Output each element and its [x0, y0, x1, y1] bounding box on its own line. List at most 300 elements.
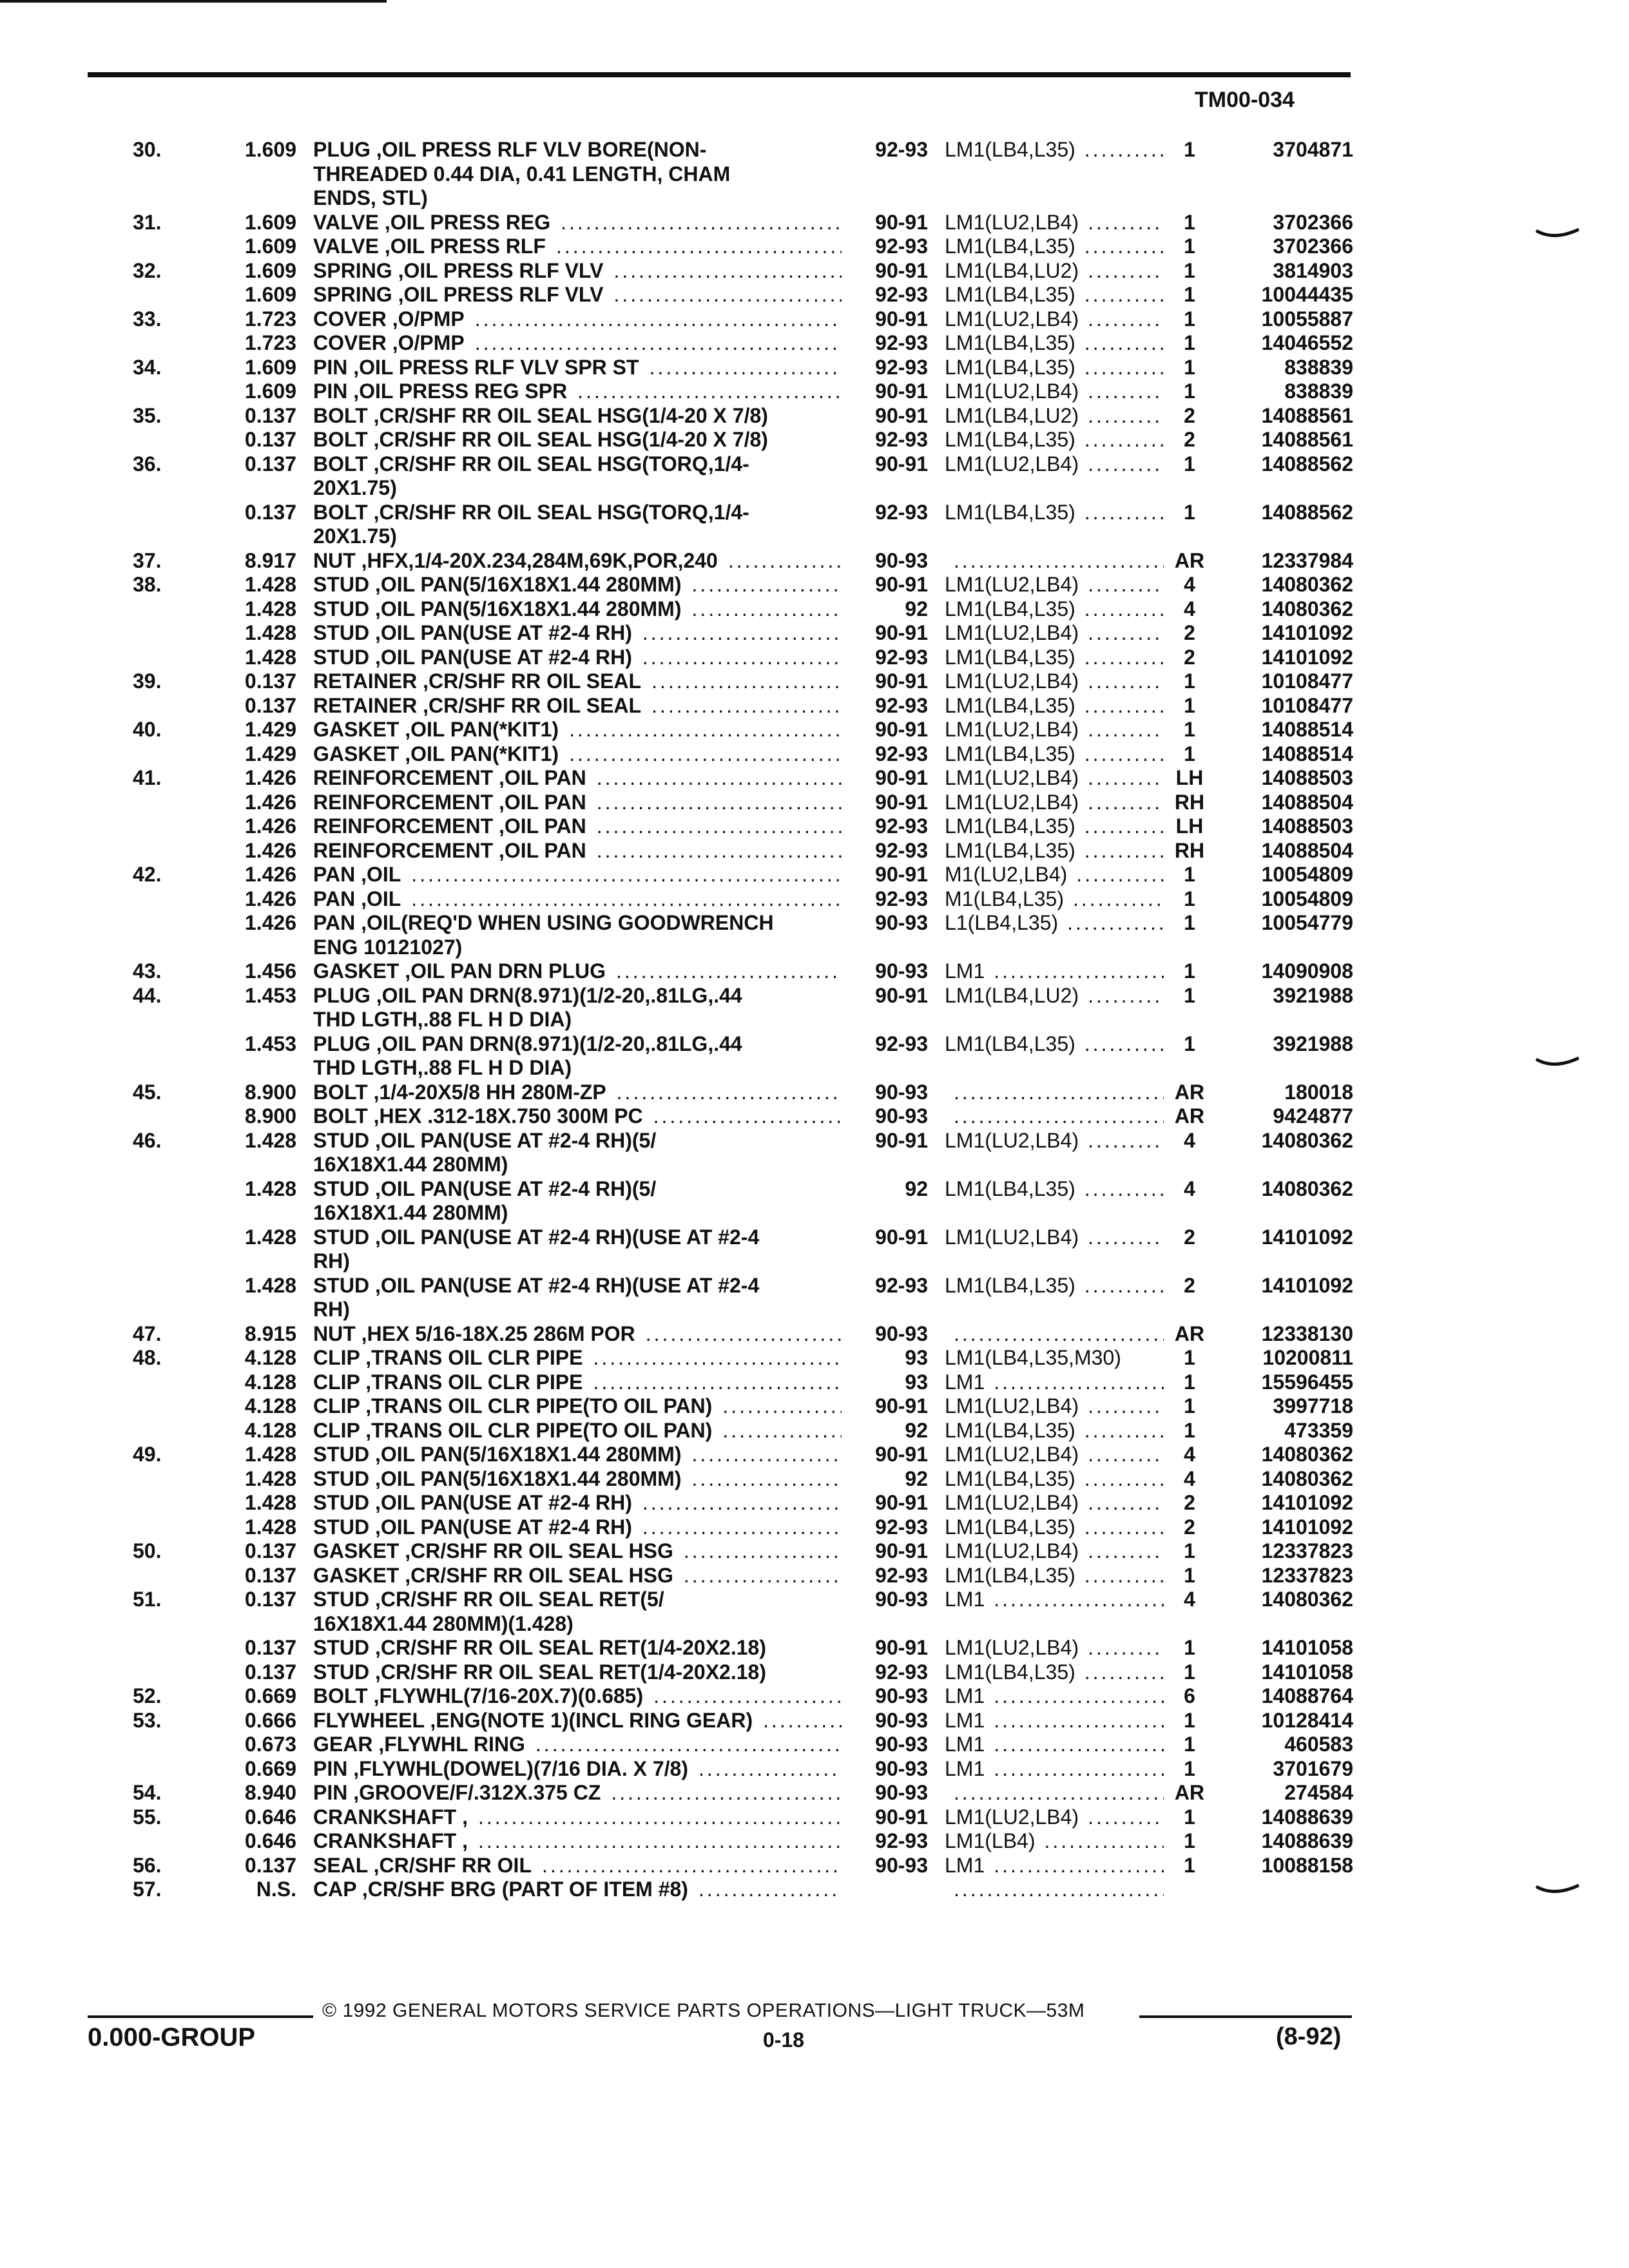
table-row [0, 1032, 1629, 1057]
dot-leader [712, 1394, 842, 1419]
quantity: RH [1174, 790, 1205, 814]
dot-leader [401, 863, 842, 887]
model-code: LM1(LU2,LB4) [945, 1636, 1079, 1659]
model-years: 90-91 [875, 1636, 928, 1659]
item-number: 56. [133, 1853, 162, 1877]
model-years: 92-93 [875, 645, 928, 669]
part-description [313, 380, 842, 404]
part-number: 14101092 [1261, 1515, 1353, 1539]
part-name: CLIP ,TRANS OIL CLR PIPE(TO OIL PAN) [313, 1394, 713, 1418]
model-usage [945, 766, 1164, 791]
model-code: M1(LU2,LB4) [945, 863, 1068, 886]
model-code: LM1 [945, 1370, 985, 1394]
model-usage [945, 356, 1164, 380]
model-years: 90-91 [875, 210, 928, 234]
quantity: 1 [1184, 1370, 1195, 1394]
part-description [313, 1322, 842, 1347]
model-years: 93 [905, 1370, 928, 1394]
part-name: STUD ,OIL PAN(USE AT #2-4 RH)(5/ [313, 1177, 657, 1200]
item-number: 57. [133, 1878, 162, 1901]
table-row [0, 1515, 1629, 1540]
model-usage [945, 1322, 1164, 1347]
table-row [0, 887, 1629, 912]
group-number: 1.609 [244, 138, 296, 161]
part-name: STUD ,OIL PAN(USE AT #2-4 RH)(5/ [313, 1128, 657, 1152]
dot-leader [465, 307, 842, 332]
group-number: 1.609 [244, 258, 296, 282]
table-row [0, 984, 1629, 1008]
model-code: LM1(LB4,L35) [945, 138, 1075, 161]
model-usage [945, 1757, 1164, 1782]
quantity: 1 [1184, 1563, 1195, 1587]
dot-leader [1075, 597, 1164, 622]
dot-leader [1079, 211, 1164, 235]
table-row [0, 1805, 1629, 1830]
group-number: 0.137 [244, 669, 296, 693]
part-name: CRANKSHAFT , [313, 1829, 468, 1852]
model-years: 92-93 [875, 1563, 928, 1587]
table-row [0, 1274, 1629, 1298]
dot-leader [673, 1539, 842, 1564]
dot-leader [567, 380, 842, 404]
group-number: 0.646 [244, 1805, 296, 1829]
part-description [313, 621, 842, 646]
quantity: 1 [1184, 1394, 1195, 1418]
part-description [313, 1588, 842, 1612]
group-number: 1.723 [244, 331, 296, 354]
model-code: LM1 [945, 1733, 985, 1756]
group-number: 1.428 [244, 621, 296, 644]
group-number: N.S. [256, 1878, 296, 1901]
part-description [313, 766, 842, 791]
part-description [313, 501, 842, 525]
group-label: 0.000-GROUP [88, 2023, 256, 2052]
model-code: LM1(LB4,L35) [945, 1563, 1075, 1587]
model-years: 90-93 [875, 1708, 928, 1732]
table-row [0, 259, 1629, 284]
quantity: 1 [1184, 380, 1195, 403]
group-number: 1.426 [244, 887, 296, 910]
group-number: 0.137 [244, 500, 296, 524]
quantity: 1 [1184, 718, 1195, 741]
dot-leader [1075, 1177, 1164, 1202]
header-rule [88, 72, 1351, 77]
part-name: SPRING ,OIL PRESS RLF VLV [313, 283, 604, 306]
model-years: 90-91 [875, 403, 928, 427]
quantity: 2 [1184, 645, 1195, 669]
group-number: 0.137 [244, 1588, 296, 1611]
dot-leader [632, 1515, 842, 1540]
part-number: 14088503 [1261, 814, 1353, 838]
item-number: 45. [133, 1080, 162, 1104]
model-usage [945, 573, 1164, 597]
model-code: LM1 [945, 1853, 985, 1877]
model-years: 90-91 [875, 573, 928, 596]
part-number: 14088562 [1261, 500, 1353, 524]
part-description [313, 1636, 842, 1660]
dot-leader [1064, 887, 1164, 912]
group-number: 0.669 [244, 1756, 296, 1780]
part-number: 14080362 [1261, 1588, 1353, 1611]
model-usage [945, 621, 1164, 646]
part-number: 10200811 [1262, 1346, 1353, 1369]
part-number: 3814903 [1273, 258, 1353, 282]
dot-leader [632, 621, 842, 646]
model-code: LM1(LB4,L35) [945, 1515, 1075, 1539]
model-code: LM1(LB4,L35) [945, 1418, 1075, 1442]
table-row [0, 1394, 1629, 1419]
dot-leader [1075, 235, 1164, 259]
table-row [0, 404, 1629, 428]
part-description [313, 694, 842, 718]
part-name: THD LGTH,.88 FL H D DIA) [313, 1056, 572, 1079]
part-description [313, 549, 842, 573]
model-usage [945, 549, 1164, 573]
dot-leader [1075, 501, 1164, 525]
part-name: PIN ,GROOVE/F/.312X.375 CZ [313, 1781, 601, 1804]
model-code: LM1(LB4,L35) [945, 500, 1075, 524]
table-row [0, 814, 1629, 839]
model-usage [945, 959, 1164, 984]
top-left-rule [0, 0, 387, 3]
model-years: 92-93 [875, 428, 928, 451]
table-row [0, 235, 1629, 259]
part-number: 10055887 [1261, 307, 1353, 331]
model-years: 92-93 [875, 1829, 928, 1852]
part-name: CRANKSHAFT , [313, 1805, 468, 1829]
part-name: REINFORCEMENT ,OIL PAN [313, 814, 586, 838]
part-name: RETAINER ,CR/SHF RR OIL SEAL [313, 669, 642, 693]
table-row [0, 1419, 1629, 1443]
model-usage [945, 984, 1164, 1008]
group-number: 8.917 [244, 548, 296, 572]
item-number: 55. [133, 1805, 162, 1829]
model-code: LM1(LU2,LB4) [945, 307, 1079, 331]
table-row [0, 1854, 1629, 1878]
part-description [313, 259, 842, 284]
group-number: 8.900 [244, 1104, 296, 1128]
dot-leader [465, 331, 842, 356]
dot-leader [985, 1709, 1164, 1733]
model-years: 90-91 [875, 1128, 928, 1152]
dot-leader [985, 1733, 1164, 1757]
quantity: 1 [1184, 355, 1195, 379]
model-usage [945, 1805, 1164, 1830]
part-number: 14080362 [1261, 1177, 1353, 1200]
model-years: 90-91 [875, 766, 928, 789]
group-number: 0.646 [244, 1829, 296, 1852]
group-number: 0.137 [244, 428, 296, 451]
table-row [0, 839, 1629, 863]
model-code: LM1 [945, 959, 985, 983]
part-number: 460583 [1284, 1733, 1353, 1756]
part-description [313, 936, 842, 960]
part-number: 12338130 [1261, 1321, 1353, 1345]
model-usage [945, 1346, 1164, 1370]
model-usage [945, 1878, 1164, 1902]
part-number: 12337823 [1261, 1539, 1353, 1562]
group-number: 0.666 [244, 1708, 296, 1732]
part-name: BOLT ,FLYWHL(7/16-20X.7)(0.685) [313, 1684, 644, 1707]
quantity: 1 [1184, 863, 1195, 886]
part-name: CLIP ,TRANS OIL CLR PIPE [313, 1346, 583, 1369]
part-description [313, 1781, 842, 1805]
dot-leader [1079, 307, 1164, 332]
model-usage [945, 452, 1164, 477]
model-code: LM1(LB4,L35) [945, 838, 1075, 862]
dot-leader [1079, 404, 1164, 428]
model-code: LM1(LU2,LB4) [945, 766, 1079, 789]
part-number: 14080362 [1261, 573, 1353, 596]
model-years: 92-93 [875, 1515, 928, 1539]
group-number: 0.137 [244, 1636, 296, 1659]
dot-leader [643, 1684, 842, 1709]
part-name: STUD ,OIL PAN(5/16X18X1.44 280MM) [313, 1443, 682, 1466]
dot-leader [945, 549, 1164, 573]
part-name: VALVE ,OIL PRESS RLF [313, 235, 546, 258]
part-description [313, 742, 842, 767]
part-description [313, 1878, 842, 1902]
parts-list [0, 138, 1629, 1902]
part-description [313, 669, 842, 694]
part-name: GASKET ,OIL PAN(*KIT1) [313, 718, 559, 741]
part-description [313, 235, 842, 259]
quantity: 1 [1184, 983, 1195, 1007]
model-usage [945, 1443, 1164, 1467]
model-usage [945, 1588, 1164, 1612]
model-usage [945, 742, 1164, 767]
model-code: LM1(LU2,LB4) [945, 573, 1079, 596]
part-description [313, 211, 842, 235]
group-number: 1.428 [244, 1273, 296, 1297]
part-name: COVER ,O/PMP [313, 307, 465, 331]
table-row [0, 1129, 1629, 1153]
footer-rule-left [88, 2015, 313, 2018]
table-row [0, 380, 1629, 404]
dot-leader [945, 1081, 1164, 1105]
dot-leader [583, 1346, 842, 1370]
part-name: CLIP ,TRANS OIL CLR PIPE(TO OIL PAN) [313, 1418, 713, 1442]
group-number: 0.669 [244, 1684, 296, 1707]
model-years: 90-93 [875, 1733, 928, 1756]
part-name: NUT ,HEX 5/16-18X.25 286M POR [313, 1321, 635, 1345]
model-usage [945, 1394, 1164, 1419]
model-usage [945, 863, 1164, 887]
part-number: 14088504 [1261, 790, 1353, 814]
group-number: 1.428 [244, 597, 296, 620]
part-number: 10044435 [1261, 283, 1353, 306]
part-name: RH) [313, 1249, 350, 1273]
group-number: 1.428 [244, 573, 296, 596]
item-number: 54. [133, 1781, 162, 1804]
table-row [0, 356, 1629, 380]
part-name: PAN ,OIL(REQ'D WHEN USING GOODWRENCH [313, 911, 774, 934]
dot-leader [586, 766, 842, 791]
part-number: 14080362 [1261, 1128, 1353, 1152]
model-code: LM1(LU2,LB4) [945, 1225, 1079, 1249]
dot-leader [1075, 1467, 1164, 1492]
part-description [313, 138, 842, 162]
part-name: PLUG ,OIL PAN DRN(8.971)(1/2-20,.81LG,.44 [313, 1032, 742, 1055]
dot-leader [1075, 1419, 1164, 1443]
group-number: 4.128 [244, 1346, 296, 1369]
dot-leader [632, 1491, 842, 1515]
model-years: 90-91 [875, 621, 928, 644]
item-number: 39. [133, 669, 162, 693]
part-description [313, 1032, 842, 1057]
model-code: LM1(LU2,LB4) [945, 1539, 1079, 1562]
dot-leader [1079, 984, 1164, 1008]
part-description [313, 573, 842, 597]
table-row [0, 1056, 1629, 1081]
group-number: 4.128 [244, 1418, 296, 1442]
part-description [313, 1008, 842, 1032]
dot-leader [681, 573, 842, 597]
table-row [0, 307, 1629, 332]
table-row [0, 1588, 1629, 1612]
group-number: 1.429 [244, 742, 296, 765]
group-number: 1.426 [244, 790, 296, 814]
table-row [0, 476, 1629, 501]
table-row [0, 524, 1629, 549]
quantity: 2 [1184, 403, 1195, 427]
table-row [0, 621, 1629, 646]
part-name: STUD ,OIL PAN(USE AT #2-4 RH) [313, 645, 632, 669]
dot-leader [1075, 283, 1164, 307]
part-description [313, 524, 842, 549]
model-code: L1(LB4,L35) [945, 911, 1059, 934]
quantity: 1 [1184, 1805, 1195, 1829]
table-row [0, 549, 1629, 573]
part-description [313, 1684, 842, 1709]
group-number: 8.900 [244, 1080, 296, 1104]
table-row [0, 936, 1629, 960]
group-number: 1.428 [244, 645, 296, 669]
part-description [313, 887, 842, 912]
part-number: 14046552 [1261, 331, 1353, 354]
model-years: 90-91 [875, 983, 928, 1007]
item-number: 48. [133, 1346, 162, 1369]
table-row [0, 1225, 1629, 1250]
part-description [313, 1539, 842, 1564]
model-code: LM1 [945, 1708, 985, 1732]
model-years: 92-93 [875, 235, 928, 258]
part-description [313, 597, 842, 622]
dot-leader [1075, 331, 1164, 356]
model-years: 92-93 [875, 1032, 928, 1055]
dot-leader [1075, 814, 1164, 839]
dot-leader [1079, 452, 1164, 477]
part-description [313, 646, 842, 670]
quantity: 4 [1184, 1466, 1195, 1490]
dot-leader [635, 1322, 842, 1347]
part-name: PLUG ,OIL PRESS RLF VLV BORE(NON- [313, 138, 707, 161]
model-usage [945, 259, 1164, 284]
quantity: RH [1174, 838, 1205, 862]
dot-leader [632, 646, 842, 670]
part-number: 3701679 [1273, 1756, 1353, 1780]
part-number: 14101058 [1261, 1636, 1353, 1659]
model-code: LM1(LB4,L35) [945, 742, 1075, 765]
table-row [0, 138, 1629, 162]
dot-leader [606, 959, 842, 984]
part-description [313, 814, 842, 839]
quantity: 2 [1184, 1225, 1195, 1249]
binder-mark-icon [1535, 227, 1580, 244]
part-name: STUD ,OIL PAN(USE AT #2-4 RH)(USE AT #2-4 [313, 1225, 760, 1249]
quantity: LH [1175, 814, 1204, 838]
part-description [313, 1829, 842, 1854]
table-row [0, 1249, 1629, 1274]
table-row [0, 1733, 1629, 1757]
model-years: 90-91 [875, 1443, 928, 1466]
dot-leader [586, 839, 842, 863]
dot-leader [1079, 766, 1164, 791]
model-years: 90-93 [875, 1321, 928, 1345]
part-name: FLYWHEEL ,ENG(NOTE 1)(INCL RING GEAR) [313, 1708, 753, 1732]
quantity: 4 [1184, 597, 1195, 620]
part-name: GASKET ,OIL PAN DRN PLUG [313, 959, 606, 983]
item-number: 33. [133, 307, 162, 331]
part-number: 14080362 [1261, 597, 1353, 620]
table-row [0, 1081, 1629, 1105]
dot-leader [688, 1878, 842, 1902]
model-usage [945, 501, 1164, 525]
part-number: 3997718 [1273, 1394, 1353, 1418]
table-row [0, 597, 1629, 622]
table-row [0, 1684, 1629, 1709]
model-code: LM1 [945, 1684, 985, 1707]
model-usage [945, 1225, 1164, 1250]
dot-leader [1079, 573, 1164, 597]
model-code: LM1(LB4,L35) [945, 597, 1075, 620]
part-description [313, 1515, 842, 1540]
quantity: AR [1174, 1781, 1205, 1804]
quantity: 1 [1184, 1829, 1195, 1852]
part-description [313, 1153, 842, 1177]
table-row [0, 1153, 1629, 1177]
model-code: LM1(LB4,L35) [945, 1273, 1075, 1297]
group-number: 1.609 [244, 210, 296, 234]
part-description [313, 1177, 842, 1202]
quantity: AR [1174, 1080, 1205, 1104]
table-row [0, 1177, 1629, 1202]
group-number: 1.428 [244, 1491, 296, 1514]
dot-leader [639, 356, 842, 380]
part-description [313, 863, 842, 887]
part-number: 14101092 [1261, 1225, 1353, 1249]
dot-leader [1075, 1660, 1164, 1685]
model-code: LM1 [945, 1756, 985, 1780]
part-name: STUD ,OIL PAN(USE AT #2-4 RH)(USE AT #2-4 [313, 1273, 760, 1297]
part-description [313, 1346, 842, 1370]
quantity: AR [1174, 1104, 1205, 1128]
model-code: LM1(LU2,LB4) [945, 380, 1079, 403]
model-usage [945, 331, 1164, 356]
model-years: 90-91 [875, 380, 928, 403]
model-years: 90-91 [875, 1491, 928, 1514]
model-code: LM1(LB4,L35,M30) [945, 1346, 1121, 1369]
dot-leader [1079, 1129, 1164, 1153]
dot-leader [1075, 1274, 1164, 1298]
part-description [313, 1467, 842, 1492]
part-name: BOLT ,CR/SHF RR OIL SEAL HSG(TORQ,1/4- [313, 500, 749, 524]
group-number: 8.915 [244, 1321, 296, 1345]
quantity: 2 [1184, 1273, 1195, 1297]
part-name: PIN ,FLYWHL(DOWEL)(7/16 DIA. X 7/8) [313, 1756, 688, 1780]
dot-leader [559, 718, 842, 742]
model-code: LM1(LB4,L35) [945, 814, 1075, 838]
